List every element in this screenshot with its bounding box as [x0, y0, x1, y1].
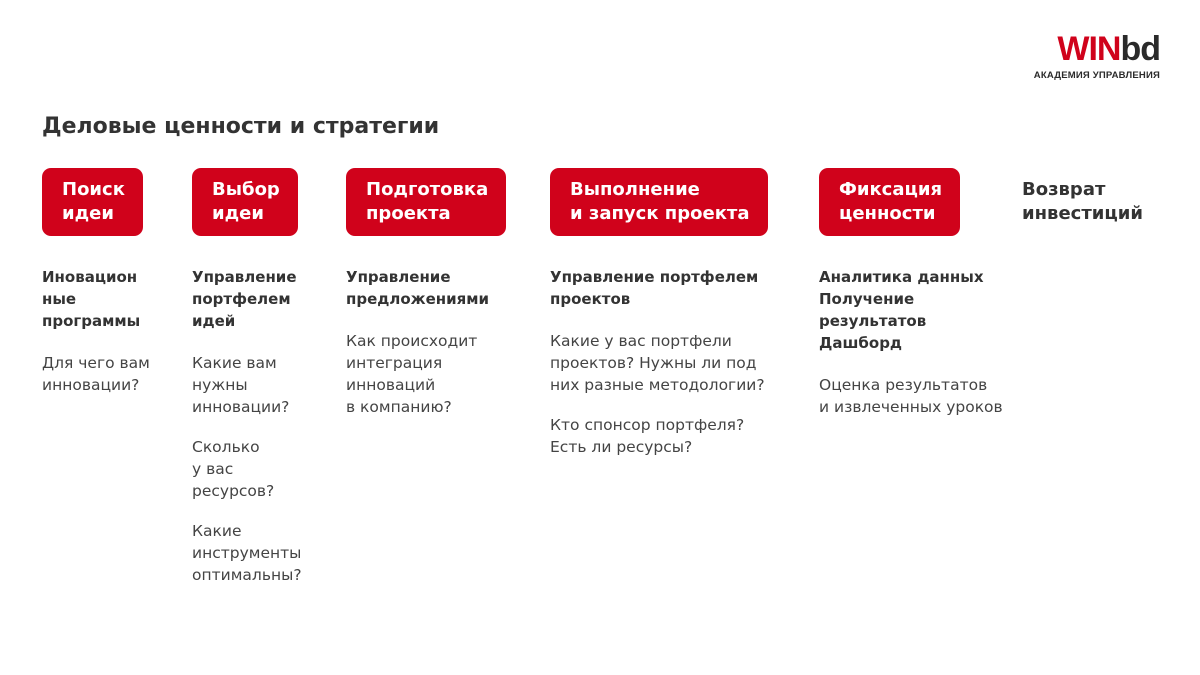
column-project-launch	[550, 168, 810, 458]
question-text: Для чего вам инновации?	[42, 354, 150, 394]
subhead-idea-portfolio: Управление портфелем идей	[192, 268, 297, 330]
column-project-prep	[346, 168, 546, 418]
column-roi	[1022, 168, 1182, 236]
column-idea-selection	[192, 168, 342, 586]
subhead-project-portfolio: Управление портфелем проектов	[550, 268, 759, 308]
stage-project-prep: Подготовка проекта	[346, 168, 506, 236]
question-text: Оценка результатов и извлеченных уроков	[819, 376, 1003, 416]
question-text: Какие инструменты оптимальны?	[192, 522, 302, 584]
logo-subtitle: АКАДЕМИЯ УПРАВЛЕНИЯ	[1033, 70, 1160, 81]
stage-return-on-investment: Возврат инвестиций	[1022, 179, 1143, 224]
winbd-logo	[1034, 32, 1160, 81]
question-text: Как происходит интеграция инноваций в компанию?	[346, 332, 478, 416]
column-idea-search	[42, 168, 182, 396]
question-text: Кто спонсор портфеля? Есть ли ресурсы?	[550, 416, 745, 456]
logo-bd: bd	[1120, 30, 1160, 68]
stage-value-capture: Фиксация ценности	[819, 168, 960, 236]
subhead-data-analytics: Аналитика данных Получение результатов Дашборд	[819, 268, 984, 352]
question-text: Какие у вас портфели проектов? Нужны ли под них разные методологии?	[550, 332, 765, 394]
subhead-innovation-programs: Иновацион ные программы	[42, 268, 141, 330]
question-text: Сколько у вас ресурсов?	[192, 438, 275, 500]
stage-project-launch: Выполнение и запуск проекта	[550, 168, 768, 236]
stage-idea-search: Поиск идеи	[42, 168, 143, 236]
question-text: Какие вам нужны инновации?	[192, 354, 290, 416]
stage-idea-selection: Выбор идеи	[192, 168, 298, 236]
logo-win: WIN	[1057, 30, 1121, 68]
column-value-capture	[819, 168, 1019, 418]
logo-wordmark	[1034, 32, 1160, 66]
subhead-proposal-management: Управление предложениями	[346, 268, 490, 308]
slide-title: Деловые ценности и стратегии	[42, 114, 440, 139]
